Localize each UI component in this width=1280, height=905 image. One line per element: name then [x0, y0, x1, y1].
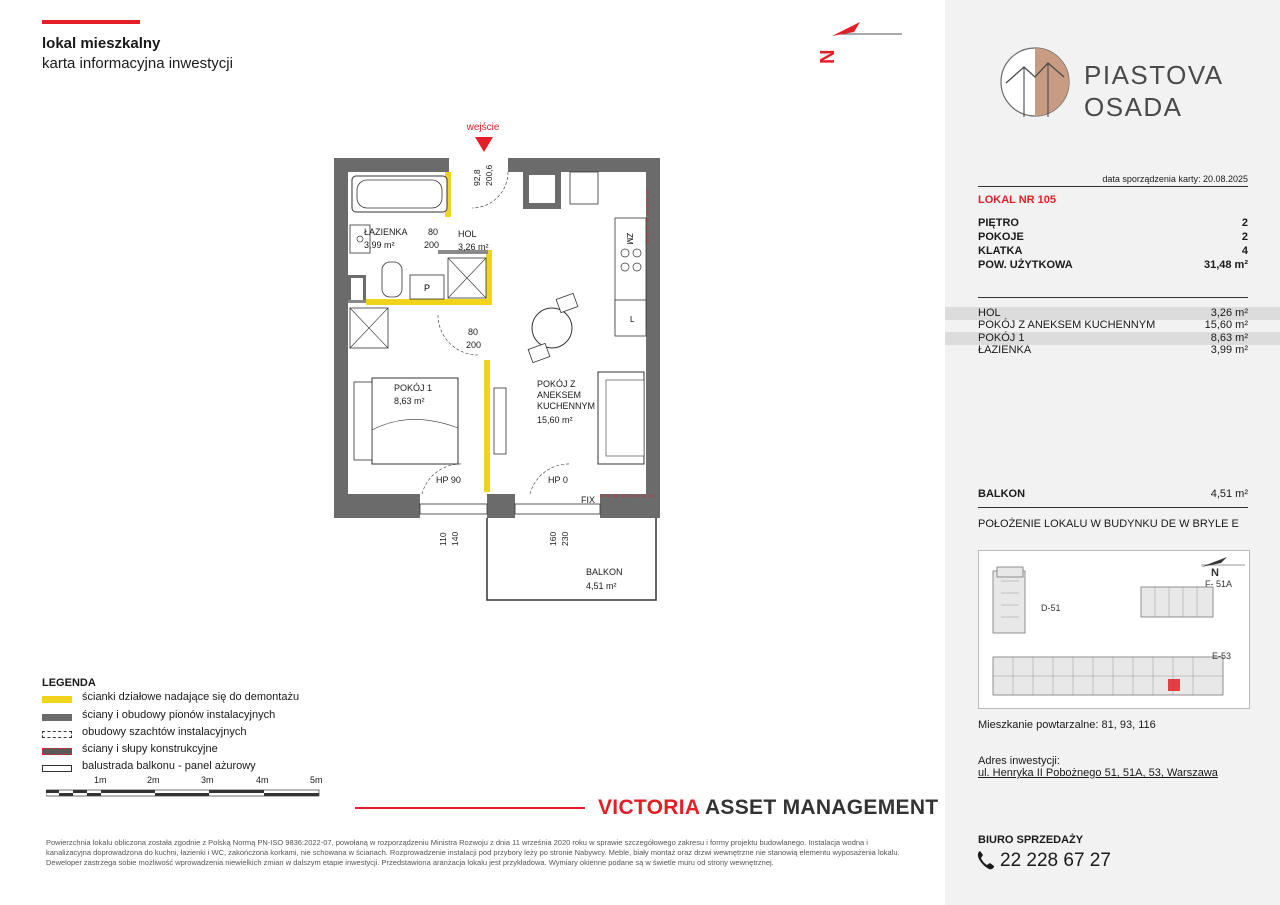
balkon-rule: [978, 507, 1248, 508]
site-map: [978, 550, 1250, 709]
phone-icon: [976, 849, 996, 871]
scale-5m: 5m: [310, 775, 323, 785]
sales-label: BIURO SPRZEDAŻY: [978, 834, 1084, 846]
svg-text:230: 230: [560, 531, 570, 546]
svg-text:HP 0: HP 0: [548, 475, 568, 485]
address-label: Adres inwestycji:: [978, 755, 1060, 767]
info-row-powierzchnia: POW. UŻYTKOWA 31,48 m²: [978, 259, 1248, 271]
svg-text:92,8: 92,8: [472, 169, 482, 186]
balkon-row: BALKON 4,51 m²: [978, 488, 1248, 500]
floor-plan: [330, 110, 670, 605]
page-subtitle: karta informacyjna inwestycji: [42, 55, 233, 72]
svg-text:HP 90: HP 90: [436, 475, 461, 485]
brand-name-line1: PIASTOVA: [1084, 60, 1224, 90]
legend-item-install-walls: ściany i obudowy pionów instalacyjnych: [82, 709, 276, 721]
site-map-unit-highlight: [1168, 679, 1180, 691]
page-title: lokal mieszkalny: [42, 35, 161, 52]
label-balkon: BALKON: [586, 567, 623, 577]
svg-text:200,6: 200,6: [484, 164, 494, 186]
area-hol: 3,26 m²: [458, 242, 489, 252]
scale-4m: 4m: [256, 775, 269, 785]
room-row-hol: HOL 3,26 m²: [978, 307, 1248, 319]
entrance-label: wejście: [466, 122, 500, 133]
scale-bar: [46, 788, 321, 798]
svg-text:N: N: [1211, 567, 1219, 579]
svg-text:80: 80: [468, 327, 479, 337]
site-map-drawing: [979, 551, 1249, 708]
piastova-osada-logo: [998, 45, 1078, 125]
sales-phone[interactable]: 22 228 67 27: [1000, 850, 1111, 871]
legend-swatch-railing: [42, 765, 72, 772]
lokal-number: LOKAL NR 105: [978, 194, 1057, 206]
room-row-pokoj-z-aneksem: POKÓJ Z ANEKSEM KUCHENNYM 15,60 m²: [978, 319, 1248, 331]
card-date: data sporządzenia karty: 20.08.2025: [1102, 174, 1248, 184]
repeat-units: Mieszkanie powtarzalne: 81, 93, 116: [978, 719, 1156, 731]
legend-swatch-construction: [42, 748, 72, 755]
area-pokoj1: 8,63 m²: [394, 396, 425, 406]
north-label: N: [817, 49, 839, 64]
legend-item-shafts: obudowy szachtów instalacyjnych: [82, 726, 247, 738]
legend-swatch-removable: [42, 696, 72, 703]
svg-text:L: L: [630, 315, 635, 324]
svg-text:160: 160: [548, 531, 558, 546]
legend-swatch-shafts: [42, 731, 72, 738]
svg-text:200: 200: [466, 340, 482, 350]
developer-logo: VICTORIA ASSET MANAGEMENT: [598, 796, 939, 819]
svg-text:FIX: FIX: [581, 495, 596, 505]
svg-text:80: 80: [428, 227, 439, 237]
svg-text:110: 110: [438, 532, 448, 546]
label-pokoj-z-l2: ANEKSEM: [537, 390, 582, 400]
svg-text:ZM: ZM: [625, 233, 634, 245]
area-pokoj-z: 15,60 m²: [537, 415, 573, 425]
scale-3m: 3m: [201, 775, 214, 785]
north-arrow-icon: [810, 18, 905, 66]
legend-item-construction: ściany i słupy konstrukcyjne: [82, 743, 218, 755]
legend-swatch-install-walls: [42, 714, 72, 721]
svg-text:F- 51A: F- 51A: [1205, 579, 1233, 589]
svg-text:P: P: [424, 283, 431, 293]
address-value: ul. Henryka II Pobożnego 51, 51A, 53, Warszawa: [978, 767, 1218, 779]
card-date-rule: [978, 186, 1248, 187]
room-row-lazienka: ŁAZIENKA 3,99 m²: [978, 344, 1248, 356]
scale-2m: 2m: [147, 775, 160, 785]
room-row-pokoj-1: POKÓJ 1 8,63 m²: [978, 332, 1248, 344]
location-title: POŁOŻENIE LOKALU W BUDYNKU DE W BRYLE E: [978, 518, 1239, 530]
developer-rule: [355, 807, 585, 809]
svg-text:D-51: D-51: [1041, 603, 1061, 613]
info-row-pietro: PIĘTRO 2: [978, 217, 1248, 229]
label-pokoj-z-l3: KUCHENNYM: [537, 401, 596, 411]
svg-text:E-53: E-53: [1212, 651, 1232, 661]
label-hol: HOL: [458, 229, 477, 239]
brand-name-line2: OSADA: [1084, 92, 1183, 122]
label-pokoj-z-l1: POKÓJ Z: [537, 379, 576, 389]
label-lazienka: ŁAZIENKA: [364, 227, 408, 237]
area-lazienka: 3,99 m²: [364, 240, 395, 250]
disclaimer: Powierzchnia lokalu obliczona została zgodnie z Polską Normą PN-ISO 9836:2022-07, powołaną w rozporządzeniu Ministra Rozwoju z dnia 11 września 2020 roku w sprawie szczegółowego zakresu i formy projektu budowlanego. Instalacja wodna i kanalizacyjna doprowadzona do kuchni, łazienki i WC, zakończona korkami, nie schowana w ścianach. Rozprowadzenie instalacji pod przybory leży po stronie Nabywcy. Meble, biały montaż oraz drzwi wewnętrzne nie stanowią elementu wyposażenia lokalu. Deweloper zastrzega sobie możliwość wprowadzenia niewielkich zmian w dalszym etapie inwestycji. Przedstawiona aranżacja lokalu jest przykładowa. Wymiary okienne podane są w świetle muru od strony wewnętrznej.: [46, 838, 900, 867]
entrance-arrow-icon: [475, 137, 493, 152]
info-row-pokoje: POKOJE 2: [978, 231, 1248, 243]
svg-text:140: 140: [450, 531, 460, 546]
scale-1m: 1m: [94, 775, 107, 785]
header-accent-bar: [42, 20, 140, 24]
svg-text:200: 200: [424, 240, 440, 250]
info-rule: [978, 297, 1248, 298]
area-balkon: 4,51 m²: [586, 581, 617, 591]
label-pokoj1: POKÓJ 1: [394, 383, 433, 393]
legend-title: LEGENDA: [42, 677, 96, 689]
legend-item-railing: balustrada balkonu - panel ażurowy: [82, 760, 256, 772]
info-row-klatka: KLATKA 4: [978, 245, 1248, 257]
legend-item-removable: ścianki działowe nadające się do demontażu: [82, 691, 300, 703]
